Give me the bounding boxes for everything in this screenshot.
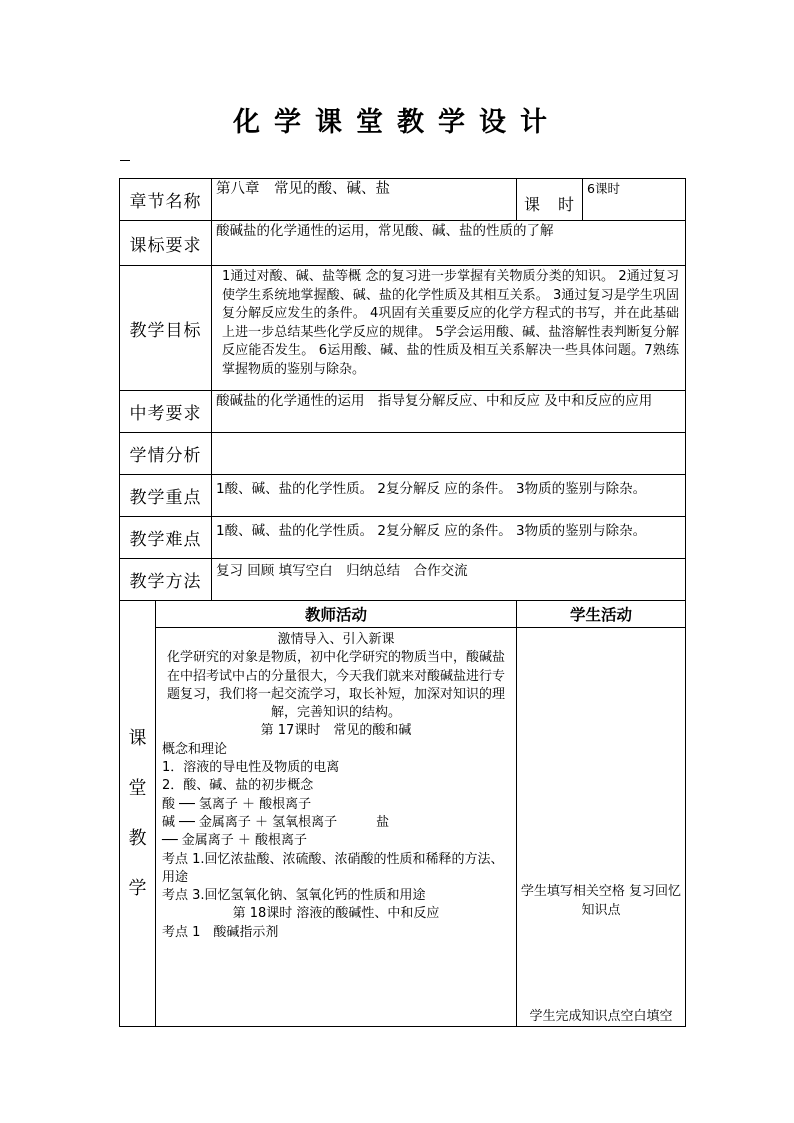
students-value — [212, 433, 686, 475]
students-label: 学情分析 — [120, 433, 212, 475]
teacher-activity-header: 教师活动 — [156, 601, 517, 628]
lesson-18-point-1: 考点 1 酸碱指示剂 — [162, 924, 279, 940]
objectives-label: 教学目标 — [120, 266, 212, 391]
key-points-value: 1酸、碱、盐的化学性质。 2复分解反 应的条件。 3物质的鉴别与除杂。 — [212, 475, 686, 517]
standard-value: 酸碱盐的化学通性的运用，常见酸、碱、盐的性质的了解 — [212, 221, 686, 266]
base-definition: 碱 ── 金属离子 ＋ 氢氧根离子 盐 — [162, 814, 390, 830]
student-activity-1: 学生填写相关空格 复习回忆知识点 — [520, 884, 682, 918]
lesson-plan-table — [119, 178, 686, 1027]
exam-point-1: 考点 1.回忆浓盐酸、浓硫酸、浓硝酸的性质和稀释的方法、用途 — [162, 851, 504, 885]
exam-point-3: 考点 3.回忆氢氧化钠、氢氧化钙的性质和用途 — [162, 888, 426, 904]
key-points-row — [120, 475, 686, 517]
students-row — [120, 433, 686, 475]
difficulties-label: 教学难点 — [120, 517, 212, 559]
student-activity-content — [517, 628, 686, 1027]
hours-label: 课 时 — [517, 179, 583, 221]
classroom-side-label: 课 堂 教 学 — [120, 601, 156, 1027]
concept-heading: 概念和理论 — [162, 741, 228, 757]
difficulties-value: 1酸、碱、盐的化学性质。 2复分解反 应的条件。 3物质的鉴别与除杂。 — [212, 517, 686, 559]
exam-row — [120, 391, 686, 433]
student-activity-2: 学生完成知识点空白填空 — [529, 1009, 673, 1024]
document-title: 化学课堂教学设计 — [233, 107, 561, 138]
concept-item-2: 2．酸、碱、盐的初步概念 — [162, 778, 314, 794]
chapter-row — [120, 179, 686, 221]
salt-definition: ── 金属离子 ＋ 酸根离子 — [162, 833, 308, 849]
intro-heading: 激情导入、引入新课 — [277, 632, 395, 647]
activity-body-row — [120, 628, 686, 1027]
intro-paragraph: 化学研究的对象是物质，初中化学研究的物质当中，酸碱盐在中招考试中占的分量很大，今天我们就来对酸碱盐进行专题复习，我们将一起交流学习，取长补短，加深对知识的理解，完善知识的结构。 — [166, 650, 505, 721]
lesson-18-heading: 第 18课时 溶液的酸碱性、中和反应 — [232, 906, 440, 922]
objectives-row — [120, 266, 686, 391]
exam-value: 酸碱盐的化学通性的运用 指导复分解反应、中和反应 及中和反应的应用 — [212, 391, 686, 433]
corner-mark — [120, 160, 130, 161]
student-activity-header: 学生活动 — [517, 601, 686, 628]
teacher-activity-content — [156, 628, 517, 1027]
lesson-17-heading: 第 17课时 常见的酸和碱 — [260, 723, 412, 739]
exam-label: 中考要求 — [120, 391, 212, 433]
key-points-label: 教学重点 — [120, 475, 212, 517]
acid-definition: 酸 ── 氢离子 ＋ 酸根离子 — [162, 796, 312, 812]
chapter-value: 第八章 常见的酸、碱、盐 — [212, 179, 517, 221]
hours-value: 6课时 — [583, 179, 686, 221]
methods-label: 教学方法 — [120, 559, 212, 601]
concept-item-1: 1．溶液的导电性及物质的电离 — [162, 760, 340, 776]
difficulties-row — [120, 517, 686, 559]
standard-row — [120, 221, 686, 266]
methods-row — [120, 559, 686, 601]
standard-label: 课标要求 — [120, 221, 212, 266]
chapter-label: 章节名称 — [120, 179, 212, 221]
activity-header-row — [120, 601, 686, 628]
methods-value: 复习 回顾 填写空白 归纳总结 合作交流 — [212, 559, 686, 601]
objectives-value: 1通过对酸、碱、盐等概 念的复习进一步掌握有关物质分类的知识。 2通过复习使学生系统地掌握酸、碱、盐的化学性质及其相互关系。 3通过复习是学生巩固复分解反应发生的条件。 4巩固有关重要反应的化学方程式的书写，并在此基础上进一步总结某些化学反应的规律。 5学会运用酸、碱、盐溶解性表判断复分解反应能否发生。 6运用酸、碱、盐的性质及相互关系解决一些具体问题。7熟练掌握物质的鉴别与除杂。 — [212, 266, 686, 391]
